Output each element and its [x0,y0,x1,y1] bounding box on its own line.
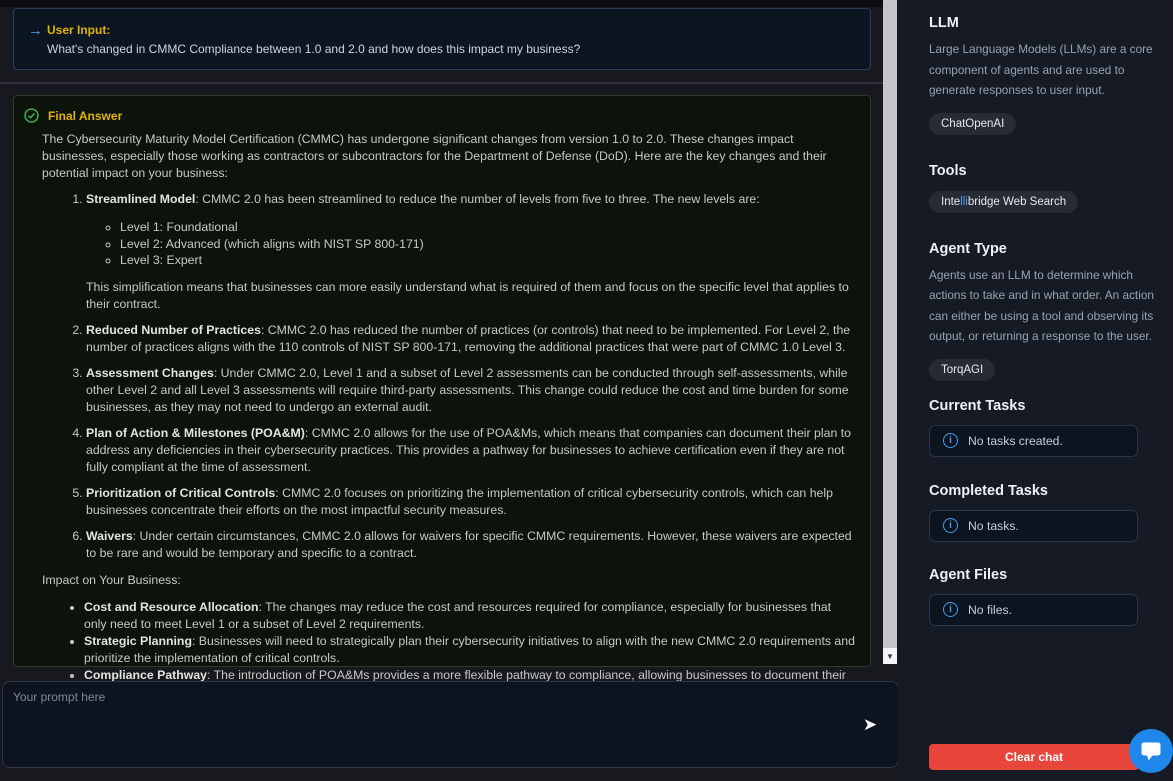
simplification-note: This simplification means that businesses can more easily understand what is required of them and focus on the specific level that applies to their contract. [86,279,849,311]
empty-state-text: No files. [968,602,1013,617]
list-item: ◦ Level 3: Expert [120,252,856,269]
completed-tasks-box [929,510,1138,542]
final-answer-label: Final Answer [48,108,123,123]
list-item [86,322,856,356]
list-item [86,365,856,416]
item-text: : CMMC 2.0 has reduced the number of practices (or controls) that need to be implemented. For Level 2, the number of practices aligns with the 110 controls of NIST SP 800-171, removing the additional practices that were part of CMMC 1.0 Level 3. [86,322,851,354]
scrollbar-thumb[interactable] [883,0,897,664]
divider [0,82,883,84]
send-icon: ➤ [862,715,878,734]
tools-title: Tools [929,162,967,179]
item-text: : Under CMMC 2.0, Level 1 and a subset of Level 2 assessments can be conducted through self-assessments, while other Level 2 and all Level 3 assessments will require third-party assessments. This change could reduce the cost and time burden for some businesses, as they may not need to undergo an external audit. [86,365,849,414]
item-text: : The changes may reduce the cost and resources required for compliance, especially for businesses that only need to meet Level 1 or a subset of Level 2 requirements. [84,599,832,631]
user-input-card [13,8,871,70]
item-text: : Under certain circumstances, CMMC 2.0 allows for waivers for specific CMMC requirements. However, these waivers are expected to be rare and would be temporary and specific to a contract. [86,528,852,560]
badge-text: Inte [941,195,961,208]
tools-badge [929,191,1078,213]
final-answer-body [14,131,870,735]
current-tasks-title: Current Tasks [929,397,1026,414]
user-input-label: User Input: [47,23,111,37]
item-text: : CMMC 2.0 allows for the use of POA&Ms, which means that companies can document their plan to address any deficiencies in their cybersecurity practices. This provides a pathway for businesses to achieve certification even if they are not fully compliant at the time of assessment. [86,425,851,474]
item-label: Strategic Planning [84,633,192,648]
item-text: : The introduction of POA&Ms provides a more flexible pathway to compliance, allowing businesses to document their [207,667,846,682]
prompt-input[interactable] [3,682,898,767]
current-tasks-section [929,398,1170,457]
completed-tasks-title: Completed Tasks [929,482,1048,499]
agent-type-description: Agents use an LLM to determine which actions to take and in what order. An action can either be using a tool and observing its output, or returning a response to the user. [929,267,1154,344]
item-label: Waivers [86,528,133,543]
item-label: Plan of Action & Milestones (POA&M) [86,425,305,440]
prompt-container [2,681,899,768]
list-item: ◦ Level 1: Foundational [120,219,856,236]
impact-heading: Impact on Your Business: [42,572,181,587]
check-circle-icon [24,108,39,123]
final-answer-card [13,95,871,682]
info-icon: i [943,602,958,617]
answer-intro: The Cybersecurity Maturity Model Certification (CMMC) has undergone significant changes from version 1.0 to 2.0. These changes impact businesses, especially those working as contractors or subcontractors for the Department of Defense (DoD). Here are the key changes and their potential impact on your business: [42,132,827,180]
agent-files-title: Agent Files [929,566,1008,583]
agent-type-title: Agent Type [929,240,1007,257]
item-text: : CMMC 2.0 focuses on prioritizing the implementation of critical cybersecurity controls, which can help businesses concentrate their efforts on the most impactful security measures. [86,485,833,517]
item-text: : CMMC 2.0 has been streamlined to reduce the number of levels from five to three. The new levels are: [195,192,760,206]
info-icon: i [943,518,958,533]
list-item: ◦ Level 2: Advanced (which aligns with NIST SP 800-171) [120,236,856,253]
item-label: Streamlined Model [86,192,196,206]
chat-widget-button[interactable] [1129,729,1173,773]
agent-files-box [929,594,1138,626]
item-label: Prioritization of Critical Controls [86,485,276,500]
list-item [86,191,856,313]
tools-section [929,163,1170,213]
agent-type-badge: TorqAGI [929,359,995,381]
item-label: Reduced Number of Practices [86,322,261,337]
user-question-text: What's changed in CMMC Compliance between 1.0 and 2.0 and how does this impact my business? [47,42,581,56]
empty-state-text: No tasks created. [968,433,1063,448]
list-item [84,633,856,667]
final-answer-header [14,96,870,124]
chevron-down-icon: ▼ [886,651,894,661]
llm-section [929,0,1170,135]
empty-state-text: No tasks. [968,518,1019,533]
agent-type-section [929,241,1170,381]
list-item [86,485,856,519]
info-icon: i [943,433,958,448]
llm-badge: ChatOpenAI [929,113,1016,135]
agent-files-section [929,567,1170,626]
send-button[interactable] [856,711,884,739]
item-label: Cost and Resource Allocation [84,599,259,614]
key-changes-list [42,191,856,562]
completed-tasks-section [929,483,1170,542]
badge-text: bridge Web Search [967,195,1067,208]
llm-title: LLM [929,15,959,31]
list-item [86,528,856,562]
list-item [86,425,856,476]
clear-chat-button[interactable]: Clear chat [929,744,1139,770]
chat-bubble-icon [1140,741,1162,762]
item-text: : Businesses will need to strategically plan their cybersecurity initiatives to align with the new CMMC 2.0 requirements and prioritize the implementation of critical controls. [84,633,855,665]
current-tasks-box [929,425,1138,457]
sidebar [898,0,1170,781]
item-label: Assessment Changes [86,365,214,380]
list-item [84,599,856,633]
top-strip [0,0,883,7]
item-label: Compliance Pathway [84,667,208,682]
badge-text-highlight: lli [960,195,968,208]
llm-description: Large Language Models (LLMs) are a core component of agents and are used to generate responses to user input. [929,42,1153,98]
levels-list [86,219,856,269]
scroll-down-button[interactable] [883,648,897,664]
arrow-right-icon: → [28,22,43,39]
